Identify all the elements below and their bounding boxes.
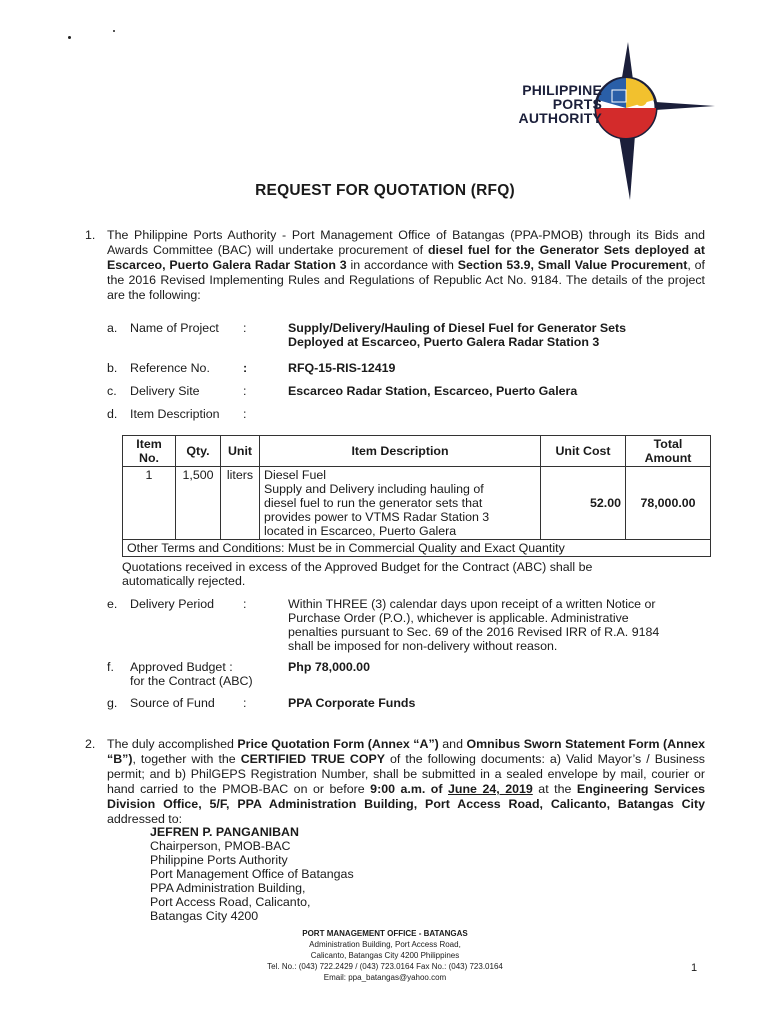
header-qty: Qty. bbox=[176, 436, 221, 467]
annex-a-bold: Price Quotation Form (Annex “A”) bbox=[237, 737, 439, 751]
item-g-letter: g. bbox=[107, 696, 118, 710]
footer-line: Email: ppa_batangas@yahoo.com bbox=[323, 973, 447, 982]
header-unit-cost: Unit Cost bbox=[541, 436, 626, 467]
abc-note-line2: automatically rejected. bbox=[122, 574, 246, 588]
section-1-intro bbox=[107, 228, 705, 303]
description-line: Supply and Delivery including hauling of bbox=[264, 482, 484, 496]
item-a-label: Name of Project bbox=[130, 321, 219, 335]
item-d-label: Item Description bbox=[130, 407, 220, 421]
section-2-paragraph bbox=[107, 737, 705, 827]
scan-speck bbox=[68, 36, 71, 39]
item-c-colon: : bbox=[243, 384, 247, 398]
item-b-value: RFQ-15-RIS-12419 bbox=[288, 361, 396, 375]
cell-unit: liters bbox=[221, 467, 260, 540]
paragraph-text: addressed to: bbox=[107, 812, 183, 826]
item-e-value-line: shall be imposed for non-delivery without reason. bbox=[288, 639, 558, 653]
item-c-value: Escarceo Radar Station, Escarceo, Puerto Galera bbox=[288, 384, 578, 398]
paragraph-text: The duly accomplished bbox=[107, 737, 238, 751]
paragraph-text: and bbox=[438, 737, 467, 751]
addressee-line: Batangas City 4200 bbox=[150, 909, 259, 923]
logo-text-line3: AUTHORITY bbox=[518, 110, 602, 126]
description-line: diesel fuel to run the generator sets that bbox=[264, 496, 483, 510]
header-item-no: Item No. bbox=[123, 436, 176, 467]
item-e-letter: e. bbox=[107, 597, 118, 611]
logo-text-line1: PHILIPPINE bbox=[522, 82, 602, 98]
item-b-letter: b. bbox=[107, 361, 118, 375]
logo-text-line2: PORTS bbox=[552, 96, 602, 112]
item-g-label: Source of Fund bbox=[130, 696, 215, 710]
item-f-letter: f. bbox=[107, 660, 114, 674]
item-e-value-line: penalties pursuant to Sec. 69 of the 2016 Revised IRR of R.A. 9184 bbox=[288, 625, 660, 639]
cell-unit-cost: 52.00 bbox=[541, 467, 626, 540]
addressee-line: Philippine Ports Authority bbox=[150, 853, 288, 867]
deadline-date: June 24, 2019 bbox=[448, 782, 533, 796]
abc-note-line1: Quotations received in excess of the Approved Budget for the Contract (ABC) shall be bbox=[122, 560, 593, 574]
footer-line: Tel. No.: (043) 722.2429 / (043) 723.0164 Fax No.: (043) 723.0164 bbox=[267, 962, 503, 971]
description-line: located in Escarceo, Puerto Galera bbox=[264, 524, 457, 538]
deadline-time-bold: 9:00 a.m. of bbox=[370, 782, 449, 796]
item-b-colon: : bbox=[243, 361, 248, 375]
cell-qty: 1,500 bbox=[176, 467, 221, 540]
cell-item-description bbox=[260, 467, 541, 540]
paragraph-text: at the bbox=[532, 782, 577, 796]
addressee-name: JEFREN P. PANGANIBAN bbox=[150, 825, 299, 839]
item-c-letter: c. bbox=[107, 384, 117, 398]
header-unit: Unit bbox=[221, 436, 260, 467]
footer-line: Calicanto, Batangas City 4200 Philippines bbox=[310, 951, 460, 960]
footer-office: PORT MANAGEMENT OFFICE - BATANGAS bbox=[302, 929, 468, 938]
page-number: 1 bbox=[691, 962, 698, 974]
annex-b-bold: Omnibus Sworn Statement Form (Annex “B”) bbox=[107, 737, 706, 766]
section-1-number: 1. bbox=[85, 228, 96, 242]
item-f-label-line1: Approved Budget : bbox=[130, 660, 233, 674]
header-total-amount: Total Amount bbox=[626, 436, 711, 467]
table-header-row bbox=[123, 436, 711, 467]
item-g-value: PPA Corporate Funds bbox=[288, 696, 416, 710]
cell-other-terms: Other Terms and Conditions: Must be in Commercial Quality and Exact Quantity bbox=[123, 540, 711, 557]
page-title: REQUEST FOR QUOTATION (RFQ) bbox=[255, 182, 515, 199]
addressee-line: PPA Administration Building, bbox=[150, 881, 306, 895]
item-d-colon: : bbox=[243, 407, 247, 421]
item-e-colon: : bbox=[243, 597, 247, 611]
item-b-label: Reference No. bbox=[130, 361, 210, 375]
submission-office-bold: Engineering Services Division Office, 5/F, PPA Administration Building, Port Access Road, Calicanto, Batangas City bbox=[107, 782, 706, 811]
intro-text: in accordance with bbox=[346, 258, 458, 272]
item-table bbox=[122, 435, 711, 557]
description-line: provides power to VTMS Radar Station 3 bbox=[264, 510, 490, 524]
intro-bold-project: diesel fuel for the Generator Sets deployed at Escarceo, Puerto Galera Radar Station 3 bbox=[107, 243, 705, 272]
addressee-line: Port Management Office of Batangas bbox=[150, 867, 354, 881]
table-terms-row bbox=[123, 540, 711, 557]
item-g-colon: : bbox=[243, 696, 247, 710]
addressee-line: Chairperson, PMOB-BAC bbox=[150, 839, 291, 853]
item-a-letter: a. bbox=[107, 321, 118, 335]
certified-copy-bold: CERTIFIED TRUE COPY bbox=[240, 752, 385, 766]
intro-text: The Philippine Ports Authority - Port Management Office of Batangas (PPA-PMOB) through its Bids and Awards Committee (BAC) will undertake procurement of bbox=[107, 228, 705, 257]
item-f-value: Php 78,000.00 bbox=[288, 660, 370, 674]
item-c-label: Delivery Site bbox=[130, 384, 200, 398]
footer-line: Administration Building, Port Access Road, bbox=[309, 940, 461, 949]
item-e-value-line: Within THREE (3) calendar days upon receipt of a written Notice or bbox=[288, 597, 656, 611]
item-d-letter: d. bbox=[107, 407, 118, 421]
item-a-colon: : bbox=[243, 321, 247, 335]
table-row bbox=[123, 467, 711, 540]
section-2-number: 2. bbox=[85, 737, 96, 751]
intro-bold-section: Section 53.9, Small Value Procurement bbox=[457, 258, 688, 272]
intro-text: , of the 2016 Revised Implementing Rules and Regulations of Republic Act No. 9184. The details of the project are the following: bbox=[107, 258, 705, 302]
scan-speck bbox=[113, 30, 115, 32]
item-e-value-line: Purchase Order (P.O.), whichever is applicable. Administrative bbox=[288, 611, 629, 625]
addressee-line: Port Access Road, Calicanto, bbox=[150, 895, 311, 909]
header-item-description: Item Description bbox=[260, 436, 541, 467]
cell-total-amount: 78,000.00 bbox=[626, 467, 711, 540]
item-a-value-line1: Supply/Delivery/Hauling of Diesel Fuel for Generator Sets bbox=[288, 321, 627, 335]
paragraph-text: , together with the bbox=[132, 752, 241, 766]
ppa-logo bbox=[495, 40, 720, 200]
description-line: Diesel Fuel bbox=[264, 468, 326, 482]
cell-item-no: 1 bbox=[123, 467, 176, 540]
paragraph-text: of the following documents: a) Valid Mayor’s / Business permit; and b) PhilGEPS Registration Number, shall be submitted in a sealed envelope by mail, courier or hand carried to the PMOB-BAC on or before bbox=[107, 752, 705, 796]
item-a-value-line2: Deployed at Escarceo, Puerto Galera Radar Station 3 bbox=[288, 335, 600, 349]
item-f-label-line2: for the Contract (ABC) bbox=[130, 674, 253, 688]
item-e-label: Delivery Period bbox=[130, 597, 215, 611]
